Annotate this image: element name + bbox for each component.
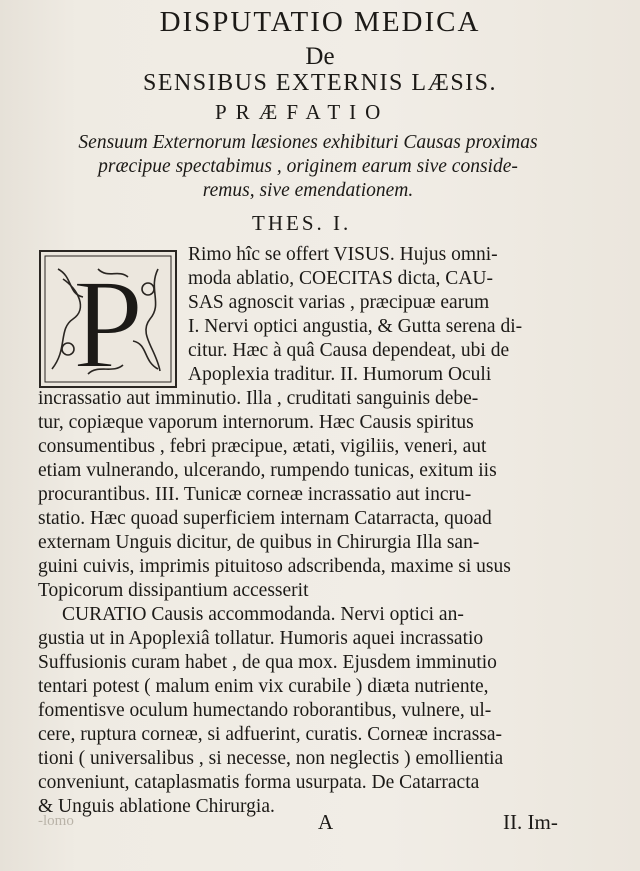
body-line: I. Nervi optici angustia, & Gutta serena di-: [188, 316, 523, 337]
body-line: moda ablatio, COECITAS dicta, CAU-: [188, 268, 493, 289]
intro-line: remus, sive emendationem.: [202, 180, 414, 201]
body-line: fomentisve oculum humectando roborantibus, vulnere, ul-: [38, 700, 492, 721]
body-line: conveniunt, cataplasmatis forma usurpata. De Catarracta: [38, 772, 480, 793]
body-line: incrassatio aut imminutio. Illa , cruditati sanguinis debe-: [38, 388, 479, 409]
body-line: gustia ut in Apoplexiâ tollatur. Humoris aquei incrassatio: [38, 628, 484, 649]
body-line: Suffusionis curam habet , de qua mox. Ejusdem imminutio: [38, 652, 497, 673]
body-line: Rimo hîc se offert VISUS. Hujus omni-: [188, 244, 498, 265]
body-line: guini cuivis, imprimis pituitoso adscribenda, maxime si usus: [38, 556, 511, 577]
body-line: Topicorum dissipantium accesserit: [38, 580, 309, 601]
body-line: tentari potest ( malum enim vix curabile ) diæta nutriente,: [38, 676, 489, 697]
body-line: externam Unguis dicitur, de quibus in Chirurgia Illa san-: [38, 532, 480, 553]
body-line: SAS agnoscit varias , præcipuæ earum: [188, 292, 490, 313]
body-line: tioni ( universalibus , si necesse, non neglectis ) emollientia: [38, 748, 504, 769]
body-line: procurantibus. III. Tunicæ corneæ incrassatio aut incru-: [38, 484, 472, 505]
bleed-through-fragment: -lomo: [38, 813, 74, 829]
body-line: cere, ruptura corneæ, si adfuerint, curatis. Corneæ incrassa-: [38, 724, 503, 745]
title-de: De: [305, 43, 335, 70]
body-line: & Unguis ablatione Chirurgia.: [38, 796, 275, 817]
praefatio-text: [38, 131, 578, 203]
initial-letter: P: [72, 253, 144, 389]
catchword: II. Im-: [503, 810, 558, 834]
title-subject: SENSIBUS EXTERNIS LÆSIS.: [142, 70, 498, 96]
section-praefatio: PRÆFATIO: [215, 100, 390, 124]
decorated-initial: [38, 249, 178, 389]
body-line: etiam vulnerando, ulcerando, rumpendo tunicas, exitum iis: [38, 460, 497, 481]
body-line: citur. Hæc à quâ Causa dependeat, ubi de: [188, 340, 510, 361]
signature-mark: A: [318, 810, 334, 834]
thesis-label: THES. I.: [252, 211, 352, 235]
body-line: consumentibus , febri præcipue, ætati, vigiliis, veneri, aut: [38, 436, 487, 457]
title-disputatio: DISPUTATIO MEDICA: [159, 6, 481, 38]
body-line: Apoplexia traditur. II. Humorum Oculi: [188, 364, 492, 385]
intro-line: Sensuum Externorum læsiones exhibituri Causas proximas: [78, 132, 538, 153]
body-line: tur, copiæque vaporum internorum. Hæc Causis spiritus: [38, 412, 474, 433]
body-line: statio. Hæc quoad superficiem internam Catarracta, quoad: [38, 508, 492, 529]
body-line: CURATIO Causis accommodanda. Nervi optici an-: [62, 604, 464, 625]
intro-line: præcipue spectabimus , originem earum sive conside-: [98, 156, 518, 177]
